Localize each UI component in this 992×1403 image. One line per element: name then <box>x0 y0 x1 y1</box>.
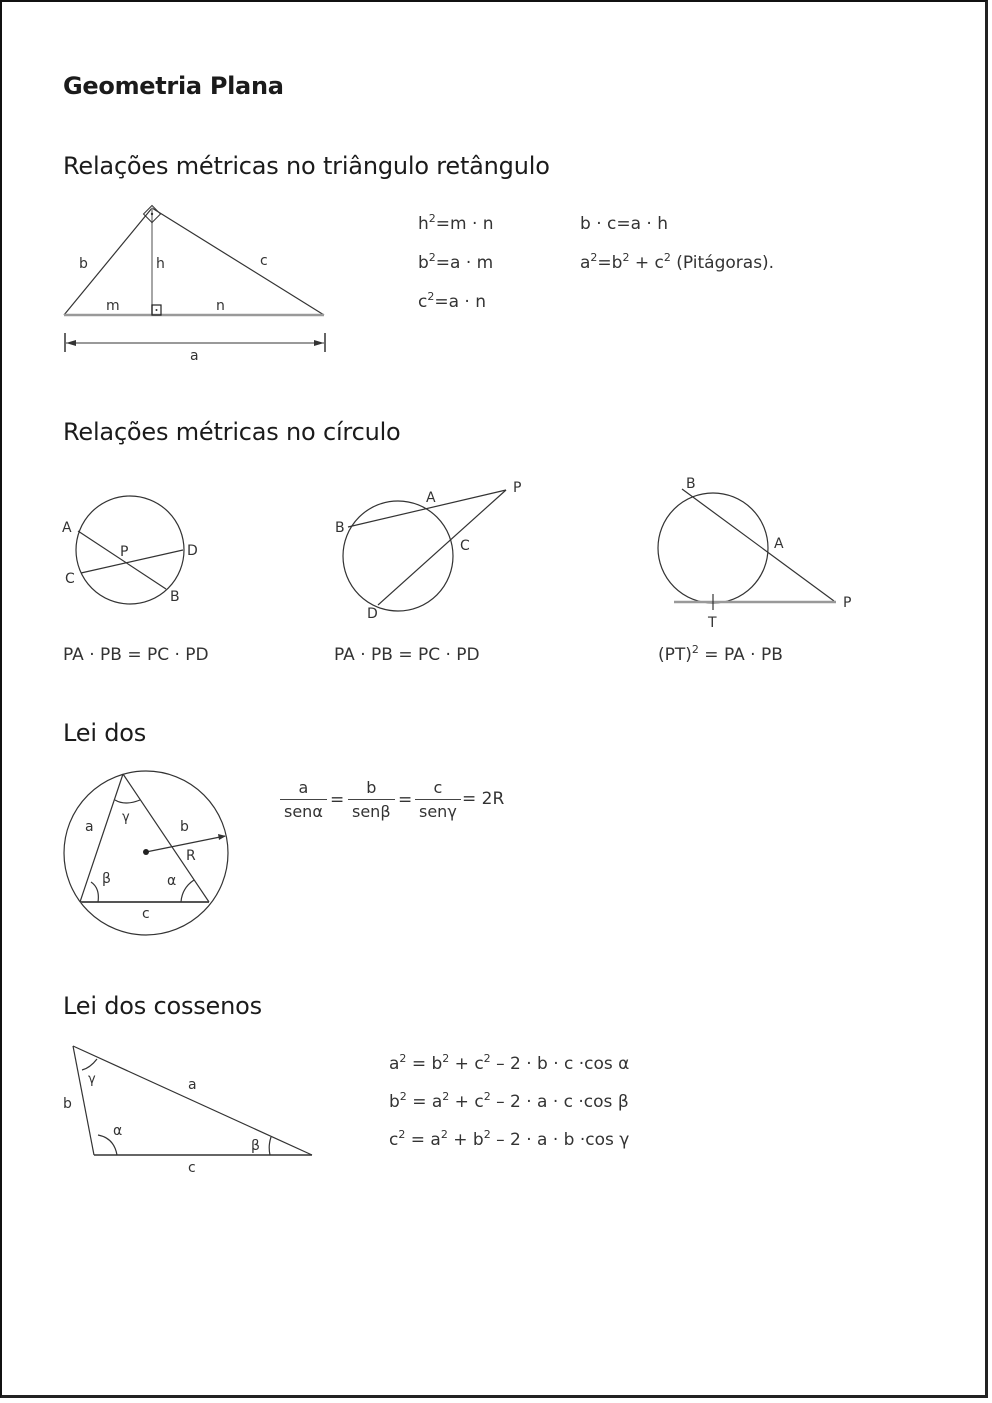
label-P: P <box>120 544 129 560</box>
label-T: T <box>708 615 717 631</box>
formula-secants: PA · PB = PC · PD <box>334 645 480 665</box>
label-C: C <box>65 571 75 587</box>
formula-b-squared: $b^2=a \cdot m$ <box>418 251 494 273</box>
heading-right-triangle: Relações métricas no triângulo retângulo <box>63 152 550 180</box>
heading-law-of-sines: Lei dos <box>63 719 147 747</box>
heading-circle: Relações métricas no círculo <box>63 418 401 446</box>
label-P: P <box>843 595 852 611</box>
label-C: C <box>460 538 470 554</box>
label-h: h <box>156 256 165 272</box>
formula-cosine-c: $c^2 = a^2 + b^2 - 2 \cdot a \cdot b \cdot\cos$ γ <box>389 1128 630 1150</box>
equals-sign: = <box>330 790 345 810</box>
label-a: a <box>190 348 199 364</box>
label-alpha: α <box>113 1123 123 1139</box>
label-c: c <box>260 253 268 269</box>
fraction-a-sin-alpha: a senα <box>280 778 327 821</box>
label-D: D <box>187 543 198 559</box>
label-m: m <box>106 298 120 314</box>
label-b: b <box>180 819 189 835</box>
fraction-b-sin-beta: b senβ <box>348 778 395 821</box>
formula-chords: PA · PB = PC · PD <box>63 645 209 665</box>
formula-cosine-a: $a^2 = b^2 + c^2 - 2 \cdot b \cdot c \cdot\cos$ α <box>389 1052 630 1074</box>
heading-law-of-cosines: Lei dos cossenos <box>63 992 262 1020</box>
side-a <box>73 1046 312 1155</box>
label-B: B <box>170 589 180 605</box>
label-gamma: γ <box>88 1072 96 1087</box>
label-B: B <box>335 520 345 536</box>
label-a: a <box>188 1077 197 1093</box>
label-n: n <box>216 298 225 314</box>
side-b <box>73 1046 94 1155</box>
label-alpha: α <box>167 873 177 889</box>
label-c: c <box>188 1160 196 1176</box>
formula-c-squared: $c^2=a \cdot n$ <box>418 290 487 312</box>
label-B: B <box>686 476 696 492</box>
label-b: b <box>63 1096 72 1112</box>
label-R: R <box>186 848 196 864</box>
label-beta: β <box>102 871 111 887</box>
result-2R: = 2R <box>462 789 505 809</box>
label-b: b <box>79 256 88 272</box>
label-a: a <box>85 819 94 835</box>
formula-cosine-b: $b^2 = a^2 + c^2 - 2 \cdot a \cdot c \cdot\cos$ β <box>389 1090 629 1112</box>
label-A: A <box>774 536 784 552</box>
label-A: A <box>426 490 436 506</box>
label-gamma: γ <box>122 810 130 825</box>
formula-bc-ah: b · c=a · h <box>580 214 668 234</box>
label-c: c <box>142 906 150 922</box>
label-D: D <box>367 606 378 622</box>
fraction-c-sin-gamma: c senγ <box>415 778 461 821</box>
equals-sign: = <box>398 790 413 810</box>
document-title: Geometria Plana <box>63 72 284 100</box>
formula-tangent: (PT)$^2$ = PA · PB <box>658 643 783 665</box>
label-A: A <box>62 520 72 536</box>
label-beta: β <box>251 1138 260 1154</box>
formula-pythagoras: $a^2=b^2 + c^2$ (Pitágoras). <box>580 251 775 273</box>
label-P: P <box>513 480 522 496</box>
formula-h-squared: $h^2=m \cdot n$ <box>418 212 494 234</box>
